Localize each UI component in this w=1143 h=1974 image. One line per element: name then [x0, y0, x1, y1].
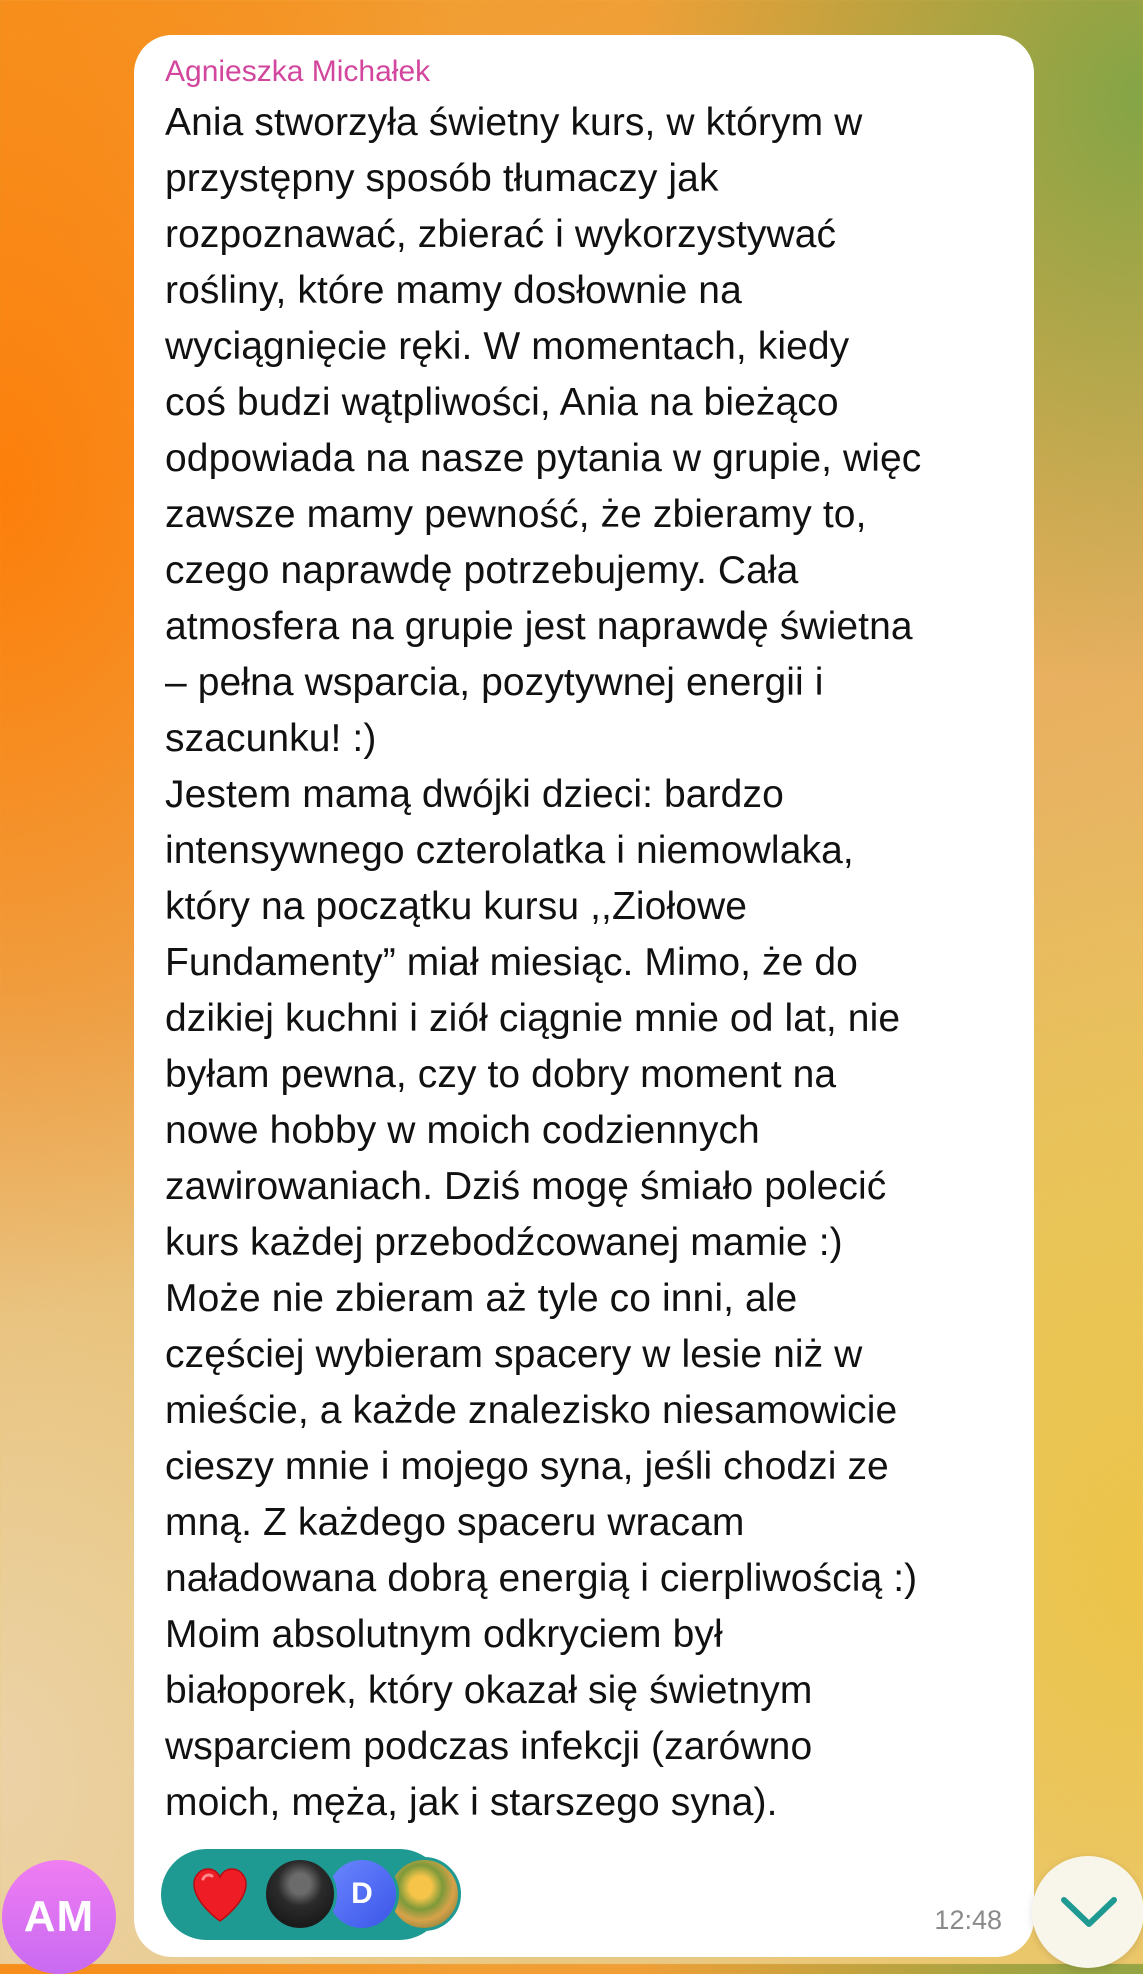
message-line: czego naprawdę potrzebujemy. Cała — [165, 549, 799, 592]
message-line: zawirowaniach. Dziś mogę śmiało polecić — [165, 1165, 887, 1208]
scroll-to-bottom-button[interactable] — [1032, 1856, 1143, 1968]
message-line: białoporek, który okazał się świetnym — [165, 1669, 813, 1712]
message-line: odpowiada na nasze pytania w grupie, więc — [165, 437, 922, 480]
message-bubble[interactable] — [134, 35, 1034, 1957]
message-line: mieście, a każde znalezisko niesamowicie — [165, 1389, 898, 1432]
message-line: Jestem mamą dwójki dzieci: bardzo — [165, 773, 784, 816]
sender-name[interactable]: Agnieszka Michałek — [165, 55, 431, 88]
heart-icon — [191, 1867, 249, 1923]
message-line: zawsze mamy pewność, że zbieramy to, — [165, 493, 867, 536]
message-line: nowe hobby w moich codziennych — [165, 1109, 760, 1152]
message-line: Moim absolutnym odkryciem był — [165, 1613, 723, 1656]
message-line: wyciągnięcie ręki. W momentach, kiedy — [165, 325, 850, 368]
message-line: mną. Z każdego spaceru wracam — [165, 1501, 745, 1544]
message-line: moich, męża, jak i starszego syna). — [165, 1781, 778, 1824]
reaction-chip[interactable] — [161, 1849, 445, 1940]
message-line: przystępny sposób tłumaczy jak — [165, 157, 719, 200]
message-line: atmosfera na grupie jest naprawdę świetna — [165, 605, 913, 648]
message-line: dzikiej kuchni i ziół ciągnie mnie od lat, nie — [165, 997, 901, 1040]
reactor-initial: D — [351, 1877, 373, 1910]
message-line: częściej wybieram spacery w lesie niż w — [165, 1333, 863, 1376]
avatar-initials: AM — [23, 1892, 95, 1941]
message-line: Fundamenty” miał miesiąc. Mimo, że do — [165, 941, 858, 984]
message-line: – pełna wsparcia, pozytywnej energii i — [165, 661, 824, 704]
reactor-avatar — [263, 1857, 337, 1931]
chevron-down-icon — [1060, 1886, 1118, 1936]
message-line: intensywnego czterolatka i niemowlaka, — [165, 829, 854, 872]
message-line: rośliny, które mamy dosłownie na — [165, 269, 742, 312]
message-text — [165, 95, 1004, 1831]
message-line: który na początku kursu ,,Ziołowe — [165, 885, 748, 928]
message-line: coś budzi wątpliwości, Ania na bieżąco — [165, 381, 839, 424]
sender-avatar[interactable] — [2, 1860, 116, 1974]
message-line: wsparciem podczas infekcji (zarówno — [165, 1725, 813, 1768]
message-line: naładowana dobrą energią i cierpliwością :) — [165, 1557, 918, 1600]
message-line: rozpoznawać, zbierać i wykorzystywać — [165, 213, 837, 256]
message-line: szacunku! :) — [165, 717, 377, 760]
message-line: kurs każdej przebodźcowanej mamie :) — [165, 1221, 843, 1264]
message-time: 12:48 — [934, 1905, 1002, 1935]
message-line: cieszy mnie i mojego syna, jeśli chodzi ze — [165, 1445, 889, 1488]
message-line: Ania stworzyła świetny kurs, w którym w — [165, 101, 863, 144]
message-line: Może nie zbieram aż tyle co inni, ale — [165, 1277, 798, 1320]
message-line: byłam pewna, czy to dobry moment na — [165, 1053, 837, 1096]
